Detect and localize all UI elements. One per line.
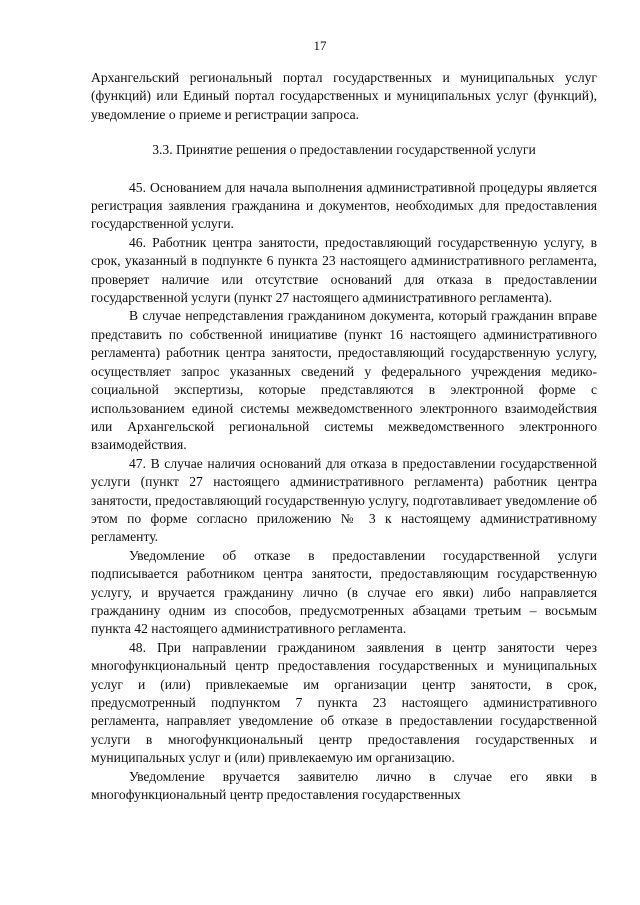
paragraph-47: 47. В случае наличия оснований для отказа в предоставлении государственной услуги (пункт 27 настоящего административного регламента) работник центра занятости, предоставляющий государственную услугу, подготавливает уведомление об этом по форме согласно приложению № 3 к настоящему административному регламенту.: [91, 455, 597, 545]
paragraph-48: 48. При направлении гражданином заявления в центр занятости через многофункциональный центр предоставления государственных и муниципальных услуг и (или) привлекаемые им организации центр занятости, в срок, предусмотренный подпунктом 7 пункта 23 настоящего административного регламента, направляет уведомление об отказе в предоставлении государственной услуги в многофункциональный центр предоставления государственных и муниципальных услуг и (или) привлекаемую им организацию.: [91, 639, 597, 766]
paragraph-48-continued: Уведомление вручается заявителю лично в случае его явки в многофункциональный центр предоставления государственных: [91, 768, 597, 803]
paragraph-47-continued: Уведомление об отказе в предоставлении государственной услуги подписывается работником центра занятости, предоставляющим государственную услугу, и вручается гражданину лично (в случае его явки) либо направляется гражданину одним из способов, предусмотренных абзацами третьим – восьмым пункта 42 настоящего административного регламента.: [91, 547, 597, 637]
paragraph-46: 46. Работник центра занятости, предоставляющий государственную услугу, в срок, указанный в подпункте 6 пункта 23 настоящего административного регламента, проверяет наличие или отсутствие оснований для отказа в предоставлении государственной услуги (пункт 27 настоящего административного регламента).: [91, 234, 597, 306]
paragraph-46-continued: В случае непредставления гражданином документа, который гражданин вправе представить по собственной инициативе (пункт 16 настоящего административного регламента) работник центра занятости, предоставляющий государственную услугу, осуществляет запрос указанных сведений у федерального учреждения медико-социальной экспертизы, которые представляются в электронной форме с использованием единой системы межведомственного электронного взаимодействия или Архангельской региональной системы межведомственного электронного взаимодействия.: [91, 308, 597, 453]
paragraph-45: 45. Основанием для начала выполнения административной процедуры является регистрация заявления гражданина и документов, необходимых для предоставления государственной услуги.: [91, 179, 597, 232]
paragraph-continuation: Архангельский региональный портал государственных и муниципальных услуг (функций) или Единый портал государственных и муниципальных услуг (функций), уведомление о приеме и регистрации запроса.: [91, 70, 597, 122]
page-number: 17: [313, 38, 327, 53]
document-body: [91, 69, 597, 804]
section-heading: 3.3. Принятие решения о предоставлении государственной услуги: [152, 142, 536, 158]
